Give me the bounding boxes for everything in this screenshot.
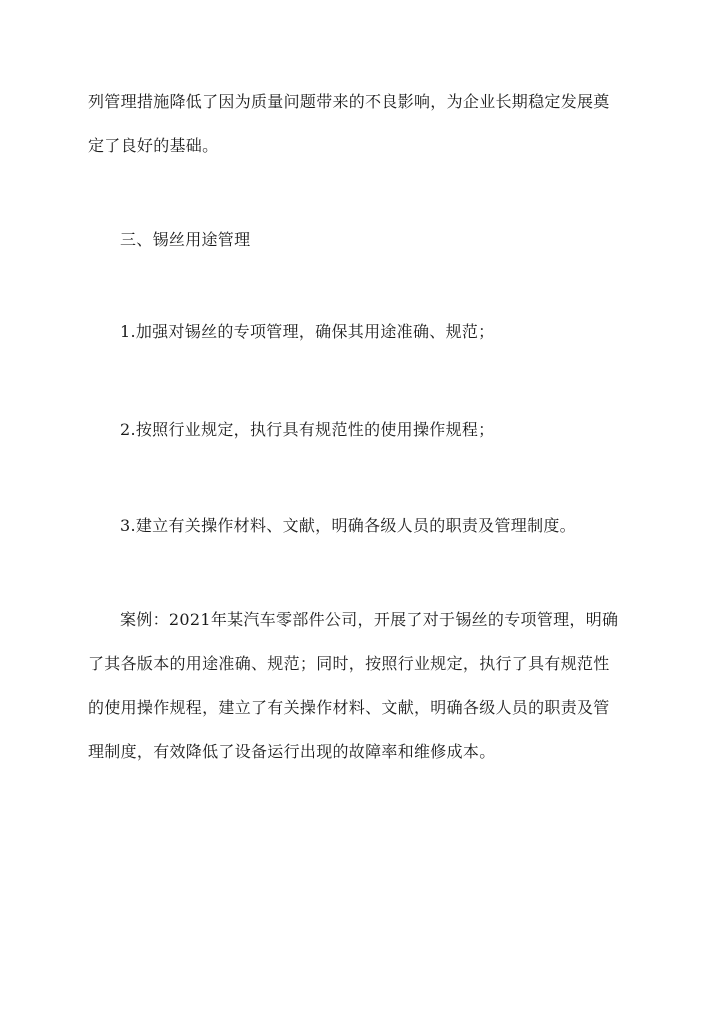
case-line-4: 理制度，有效降低了设备运行出现的故障率和维修成本。	[88, 742, 496, 761]
case-line-1: 案例：2021年某汽车零部件公司，开展了对于锡丝的专项管理，明确	[120, 610, 619, 629]
list-item-3: 3.建立有关操作材料、文献，明确各级人员的职责及管理制度。	[120, 516, 576, 535]
section-heading: 三、锡丝用途管理	[120, 230, 251, 249]
list-item-1: 1.加强对锡丝的专项管理，确保其用途准确、规范；	[120, 322, 495, 341]
case-line-2: 了其各版本的用途准确、规范；同时，按照行业规定，执行了具有规范性	[88, 654, 610, 673]
list-item-2: 2.按照行业规定，执行具有规范性的使用操作规程；	[120, 420, 495, 439]
intro-line-2: 定了良好的基础。	[88, 136, 219, 155]
intro-line-1: 列管理措施降低了因为质量问题带来的不良影响，为企业长期稳定发展奠	[88, 92, 610, 111]
case-line-3: 的使用操作规程，建立了有关操作材料、文献，明确各级人员的职责及管	[88, 698, 610, 717]
